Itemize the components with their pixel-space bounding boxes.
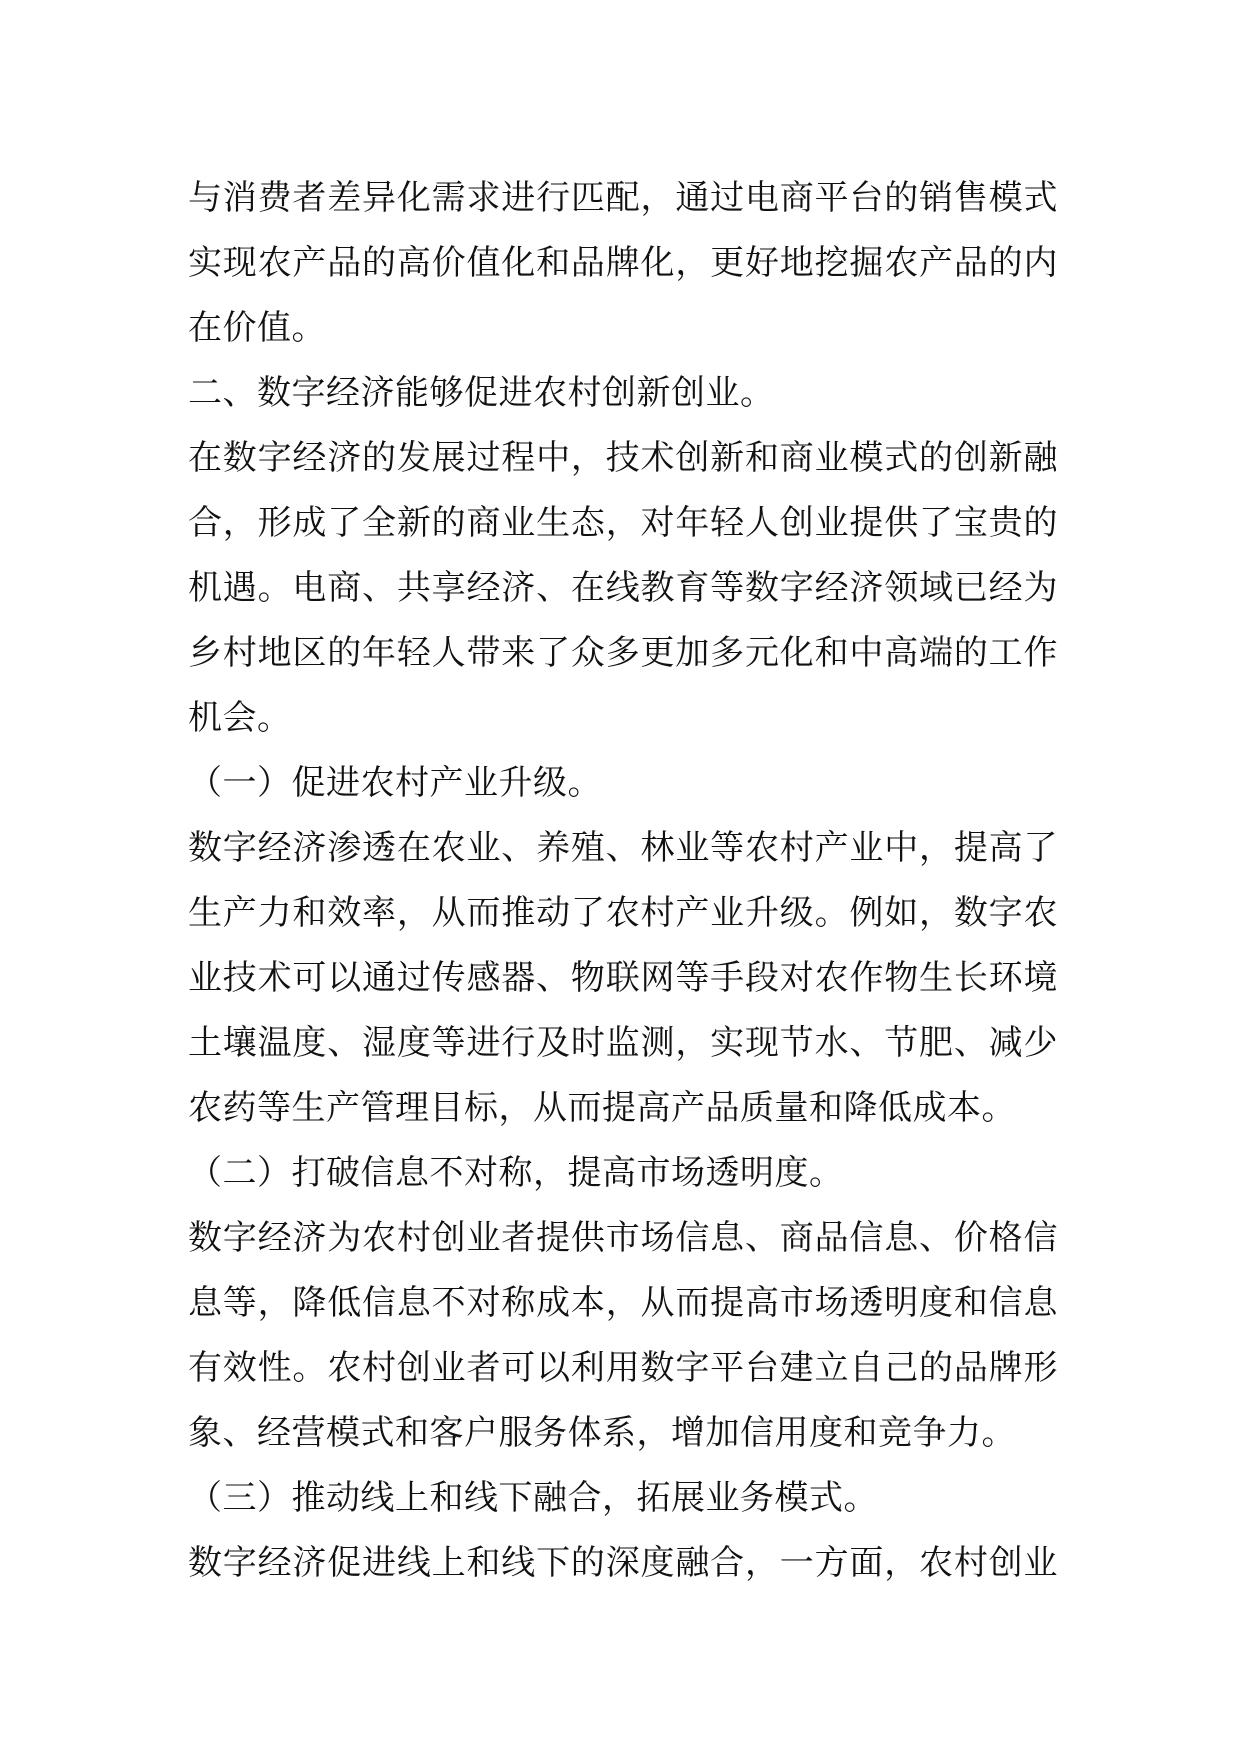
text-line: 数字经济为农村创业者提供市场信息、商品信息、价格信 <box>188 1218 1058 1258</box>
document-body <box>188 166 1058 1596</box>
text-line: 机遇。电商、共享经济、在线教育等数字经济领域已经为 <box>188 568 1058 608</box>
text-line: 与消费者差异化需求进行匹配，通过电商平台的销售模式 <box>188 178 1058 218</box>
text-line: 土壤温度、湿度等进行及时监测，实现节水、节肥、减少 <box>188 1023 1058 1063</box>
text-line: 息等，降低信息不对称成本，从而提高市场透明度和信息 <box>188 1283 1058 1323</box>
text-line: 合，形成了全新的商业生态，对年轻人创业提供了宝贵的 <box>188 503 1058 543</box>
text-line: 象、经营模式和客户服务体系，增加信用度和竞争力。 <box>188 1413 1016 1453</box>
text-line: 在价值。 <box>188 308 326 348</box>
text-line: 业技术可以通过传感器、物联网等手段对农作物生长环境 <box>188 958 1058 998</box>
text-line: 乡村地区的年轻人带来了众多更加多元化和中高端的工作 <box>188 633 1058 673</box>
text-line: 数字经济渗透在农业、养殖、林业等农村产业中，提高了 <box>188 828 1058 868</box>
text-line: 数字经济促进线上和线下的深度融合，一方面，农村创业 <box>188 1543 1058 1583</box>
text-line: 有效性。农村创业者可以利用数字平台建立自己的品牌形 <box>188 1348 1058 1388</box>
text-line: 机会。 <box>188 698 292 738</box>
subsection-heading: （一）促进农村产业升级。 <box>188 763 602 803</box>
subsection-heading: （三）推动线上和线下融合，拓展业务模式。 <box>188 1478 878 1518</box>
section-heading: 二、数字经济能够促进农村创新创业。 <box>188 373 775 413</box>
subsection-heading: （二）打破信息不对称，提高市场透明度。 <box>188 1153 844 1193</box>
text-line: 农药等生产管理目标，从而提高产品质量和降低成本。 <box>188 1088 1016 1128</box>
text-line: 生产力和效率，从而推动了农村产业升级。例如，数字农 <box>188 893 1058 933</box>
text-line: 实现农产品的高价值化和品牌化，更好地挖掘农产品的内 <box>188 243 1058 283</box>
text-line: 在数字经济的发展过程中，技术创新和商业模式的创新融 <box>188 438 1058 478</box>
